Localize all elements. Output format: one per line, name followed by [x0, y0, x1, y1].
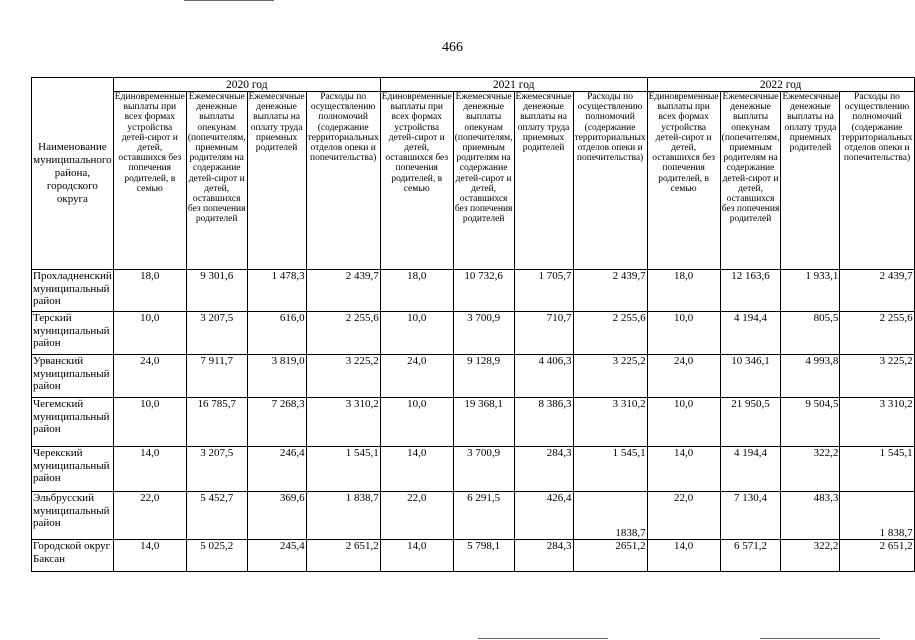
value-cell: 2651,2 [573, 540, 647, 572]
value-cell: 18,0 [647, 270, 720, 312]
value-cell: 3 700,9 [453, 312, 514, 355]
value-cell: 18,0 [380, 270, 453, 312]
table-row [32, 540, 915, 572]
col-guardian-payments-2021: Ежемесячные денежные выплаты опекунам (попечителям, приемным родителям на содержание детей-сирот и детей, оставшихся без попечения родителей [453, 92, 514, 270]
value-cell: 10,0 [647, 312, 720, 355]
municipality-name: Эльбрусский муниципальный район [32, 492, 114, 540]
value-cell: 5 452,7 [186, 492, 247, 540]
value-cell: 19 368,1 [453, 398, 514, 447]
value-cell: 805,5 [781, 312, 840, 355]
value-cell: 1 478,3 [247, 270, 306, 312]
value-cell: 1838,7 [573, 492, 647, 540]
value-cell: 4 194,4 [720, 447, 781, 492]
col-lump-sum-2022: Единовременные выплаты при всех формах устройства детей-сирот и детей, оставшихся без попечения родителей, в семью [647, 92, 720, 270]
scan-artifact-bottom-1 [478, 638, 608, 639]
table-row [32, 270, 915, 312]
value-cell: 3 819,0 [247, 355, 306, 398]
value-cell: 14,0 [113, 540, 186, 572]
value-cell: 1 838,7 [840, 492, 914, 540]
value-cell: 2 255,6 [840, 312, 914, 355]
value-cell: 22,0 [647, 492, 720, 540]
value-cell: 3 700,9 [453, 447, 514, 492]
municipality-name: Терский муниципальный район [32, 312, 114, 355]
value-cell: 2 439,7 [573, 270, 647, 312]
value-cell: 14,0 [647, 447, 720, 492]
value-cell: 3 310,2 [306, 398, 380, 447]
table-row [32, 492, 915, 540]
table-row [32, 447, 915, 492]
municipality-name: Городской округ Баксан [32, 540, 114, 572]
value-cell: 5 798,1 [453, 540, 514, 572]
value-cell: 2 255,6 [573, 312, 647, 355]
municipality-column-header: Наименование муниципального района, городского округа [32, 78, 114, 270]
value-cell: 18,0 [113, 270, 186, 312]
table-row [32, 312, 915, 355]
value-cell: 3 225,2 [573, 355, 647, 398]
value-cell: 14,0 [380, 540, 453, 572]
value-cell: 284,3 [514, 540, 573, 572]
scan-artifact-top [184, 0, 274, 1]
value-cell: 12 163,6 [720, 270, 781, 312]
value-cell: 1 545,1 [306, 447, 380, 492]
value-cell: 1 705,7 [514, 270, 573, 312]
value-cell: 322,2 [781, 447, 840, 492]
value-cell: 246,4 [247, 447, 306, 492]
value-cell: 1 933,1 [781, 270, 840, 312]
value-cell: 22,0 [113, 492, 186, 540]
value-cell: 6 571,2 [720, 540, 781, 572]
value-cell: 24,0 [647, 355, 720, 398]
value-cell: 483,3 [781, 492, 840, 540]
value-cell: 710,7 [514, 312, 573, 355]
value-cell: 4 993,8 [781, 355, 840, 398]
value-cell: 4 406,3 [514, 355, 573, 398]
value-cell: 2 651,2 [840, 540, 914, 572]
value-cell: 3 207,5 [186, 312, 247, 355]
value-cell: 3 225,2 [306, 355, 380, 398]
col-lump-sum-2021: Единовременные выплаты при всех формах устройства детей-сирот и детей, оставшихся без попечения родителей, в семью [380, 92, 453, 270]
year-2021-header: 2021 год [380, 78, 647, 92]
value-cell: 616,0 [247, 312, 306, 355]
value-cell: 4 194,4 [720, 312, 781, 355]
col-foster-wages-2021: Ежемесячные денежные выплаты на оплату труда приемных родителей [514, 92, 573, 270]
value-cell: 9 504,5 [781, 398, 840, 447]
col-foster-wages-2022: Ежемесячные денежные выплаты на оплату труда приемных родителей [781, 92, 840, 270]
subvention-table [31, 77, 915, 572]
col-guardian-payments-2020: Ежемесячные денежные выплаты опекунам (попечителям, приемным родителям на содержание детей-сирот и детей, оставшихся без попечения родителей [186, 92, 247, 270]
value-cell: 21 950,5 [720, 398, 781, 447]
value-cell: 3 225,2 [840, 355, 914, 398]
value-cell: 7 130,4 [720, 492, 781, 540]
value-cell: 3 310,2 [573, 398, 647, 447]
value-cell: 14,0 [380, 447, 453, 492]
value-cell: 2 651,2 [306, 540, 380, 572]
value-cell: 14,0 [647, 540, 720, 572]
table-row [32, 355, 915, 398]
value-cell: 9 301,6 [186, 270, 247, 312]
value-cell: 3 310,2 [840, 398, 914, 447]
col-admin-expenses-2021: Расходы по осуществлению полномочий (содержание территориальных отделов опеки и попечительства) [573, 92, 647, 270]
value-cell: 322,2 [781, 540, 840, 572]
value-cell: 1 545,1 [840, 447, 914, 492]
scan-artifact-bottom-2 [760, 638, 880, 639]
col-guardian-payments-2022: Ежемесячные денежные выплаты опекунам (попечителям, приемным родителям на содержание детей-сирот и детей, оставшихся без попечения родителей [720, 92, 781, 270]
value-cell: 24,0 [380, 355, 453, 398]
value-cell: 284,3 [514, 447, 573, 492]
col-admin-expenses-2022: Расходы по осуществлению полномочий (содержание территориальных отделов опеки и попечительства) [840, 92, 914, 270]
value-cell: 16 785,7 [186, 398, 247, 447]
col-admin-expenses-2020: Расходы по осуществлению полномочий (содержание территориальных отделов опеки и попечительства) [306, 92, 380, 270]
value-cell: 24,0 [113, 355, 186, 398]
value-cell: 7 911,7 [186, 355, 247, 398]
year-2022-header: 2022 год [647, 78, 914, 92]
value-cell: 10,0 [380, 398, 453, 447]
value-cell: 245,4 [247, 540, 306, 572]
page-number: 466 [442, 40, 463, 55]
value-cell: 10 346,1 [720, 355, 781, 398]
value-cell: 14,0 [113, 447, 186, 492]
value-cell: 426,4 [514, 492, 573, 540]
value-cell: 6 291,5 [453, 492, 514, 540]
value-cell: 8 386,3 [514, 398, 573, 447]
municipality-name: Черекский муниципальный район [32, 447, 114, 492]
value-cell: 5 025,2 [186, 540, 247, 572]
municipality-name: Прохладненский муниципальный район [32, 270, 114, 312]
value-cell: 9 128,9 [453, 355, 514, 398]
col-foster-wages-2020: Ежемесячные денежные выплаты на оплату труда приемных родителей [247, 92, 306, 270]
value-cell: 1 838,7 [306, 492, 380, 540]
value-cell: 22,0 [380, 492, 453, 540]
value-cell: 10,0 [380, 312, 453, 355]
col-lump-sum-2020: Единовременные выплаты при всех формах устройства детей-сирот и детей, оставшихся без попечения родителей, в семью [113, 92, 186, 270]
municipality-name: Чегемский муниципальный район [32, 398, 114, 447]
value-cell: 10,0 [113, 312, 186, 355]
value-cell: 7 268,3 [247, 398, 306, 447]
value-cell: 3 207,5 [186, 447, 247, 492]
table-row [32, 398, 915, 447]
value-cell: 2 439,7 [306, 270, 380, 312]
year-2020-header: 2020 год [113, 78, 380, 92]
value-cell: 2 255,6 [306, 312, 380, 355]
value-cell: 1 545,1 [573, 447, 647, 492]
value-cell: 10,0 [647, 398, 720, 447]
value-cell: 369,6 [247, 492, 306, 540]
value-cell: 10,0 [113, 398, 186, 447]
municipality-name: Урванский муниципальный район [32, 355, 114, 398]
value-cell: 2 439,7 [840, 270, 914, 312]
value-cell: 10 732,6 [453, 270, 514, 312]
